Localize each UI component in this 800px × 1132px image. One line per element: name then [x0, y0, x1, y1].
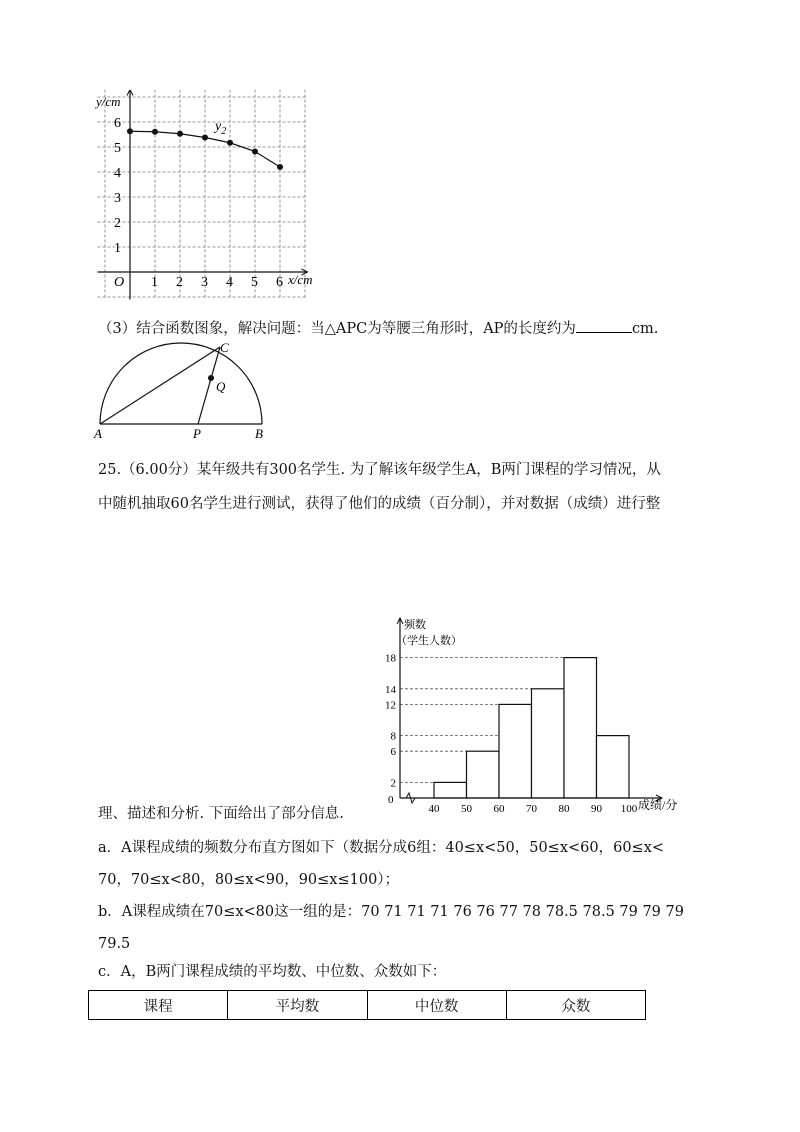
y-tick-label: 4 — [114, 166, 121, 181]
curve-label: $y_2$ — [215, 119, 227, 137]
histogram-bar — [499, 704, 532, 798]
label-C: C — [220, 340, 229, 355]
histogram-ylabel: 频数 — [404, 619, 426, 631]
histogram-x-tick-labels — [429, 803, 638, 815]
histogram-y-tick: 6 — [390, 746, 396, 759]
histogram-xlabel: 成绩/分 — [638, 798, 678, 812]
info-b-line1: b．A课程成绩在70≤x<80这一组的是：70 71 71 71 76 76 77 78 78.5 78.5 79 79 79 — [98, 904, 684, 920]
info-b-line2: 79.5 — [98, 936, 131, 952]
histogram-y-tick: 8 — [390, 730, 396, 743]
label-B: B — [255, 426, 263, 441]
stats-table — [88, 990, 646, 1020]
histogram-y-tick-labels — [385, 653, 397, 790]
x-tick-label: 3 — [201, 275, 208, 290]
q25-line1: 25.（6.00分）某年级共有300名学生. 为了解该年级学生A，B两门课程的学习情况，从 — [98, 462, 661, 478]
point-Q — [208, 375, 214, 381]
y-tick-label: 3 — [114, 191, 121, 206]
label-A: A — [94, 426, 102, 441]
histogram-x-tick: 90 — [591, 803, 602, 815]
histogram-bar — [467, 751, 500, 798]
histogram-bars — [434, 658, 629, 798]
table-header-median: 中位数 — [367, 991, 506, 1020]
histogram-y-tick: 12 — [385, 699, 396, 712]
histogram-bar — [532, 689, 565, 798]
data-point — [227, 140, 233, 146]
table-header-row — [89, 991, 646, 1020]
x-tick-label: 1 — [151, 275, 158, 290]
question-3-text: （3）结合函数图象，解决问题：当△APC为等腰三角形时，AP的长度约为 — [98, 321, 576, 337]
x-tick-label: 2 — [176, 275, 183, 290]
x-tick-label: 4 — [226, 275, 233, 290]
histogram-x-tick: 100 — [620, 803, 638, 815]
data-point — [177, 131, 183, 137]
semicircle-arc — [100, 343, 262, 424]
y-tick-label: 5 — [114, 141, 121, 156]
x-tick-label: 5 — [251, 275, 258, 290]
histogram-x-tick: 60 — [493, 803, 505, 815]
table-header-course: 课程 — [89, 991, 228, 1020]
x-axis-label: x/cm — [288, 272, 313, 287]
info-a-line1: a．A课程成绩的频数分布直方图如下（数据分成6组：40≤x<50，50≤x<60，60≤x< — [98, 840, 665, 856]
histogram-x-tick: 40 — [428, 803, 440, 815]
function-graph — [88, 90, 328, 305]
graph-grid — [98, 90, 308, 300]
histogram-chart — [370, 612, 680, 817]
histogram-ylabel-sub: （学生人数） — [396, 635, 462, 647]
histogram-x-tick: 50 — [461, 803, 472, 815]
data-point — [152, 129, 158, 135]
info-a-line2: 70，70≤x<80，80≤x<90，90≤x≤100）； — [98, 872, 400, 888]
y-tick-label: 2 — [114, 216, 121, 231]
data-point — [202, 135, 208, 141]
data-point — [277, 164, 283, 170]
histogram-bar — [597, 736, 630, 798]
histogram-y-tick: 2 — [390, 777, 396, 790]
y2-points — [127, 128, 283, 170]
data-point — [252, 149, 258, 155]
y-tick-label: 6 — [114, 116, 121, 131]
y-axis-label: y/cm — [96, 94, 121, 109]
origin-label: O — [114, 275, 125, 290]
q25-line2: 中随机抽取60名学生进行测试，获得了他们的成绩（百分制），并对数据（成绩）进行整 — [98, 496, 661, 512]
graph-tick-labels — [114, 116, 283, 290]
histogram-y-tick: 18 — [385, 652, 396, 665]
q25-line3: 理、描述和分析. 下面给出了部分信息. — [98, 806, 344, 822]
table-header-mean: 平均数 — [228, 991, 367, 1020]
semicircle-diagram — [90, 340, 280, 445]
histogram-x-tick: 80 — [558, 803, 570, 815]
label-Q: Q — [216, 379, 226, 394]
histogram-origin: 0 — [388, 794, 394, 806]
x-tick-label: 6 — [276, 275, 283, 290]
graph-axes — [98, 90, 308, 300]
histogram-bar — [434, 782, 467, 798]
answer-blank — [576, 318, 632, 333]
y-tick-label: 1 — [114, 241, 121, 256]
question-3-unit: cm. — [631, 321, 659, 337]
chord-AC — [100, 347, 220, 424]
histogram-bar — [564, 658, 597, 798]
histogram-y-tick: 14 — [385, 683, 396, 696]
label-P: P — [193, 426, 201, 441]
table-header-mode: 众数 — [506, 991, 645, 1020]
question-3 — [98, 318, 658, 339]
info-c-line: c．A，B两门课程成绩的平均数、中位数、众数如下： — [98, 964, 447, 980]
histogram-x-tick: 70 — [526, 803, 537, 815]
data-point — [127, 128, 133, 134]
